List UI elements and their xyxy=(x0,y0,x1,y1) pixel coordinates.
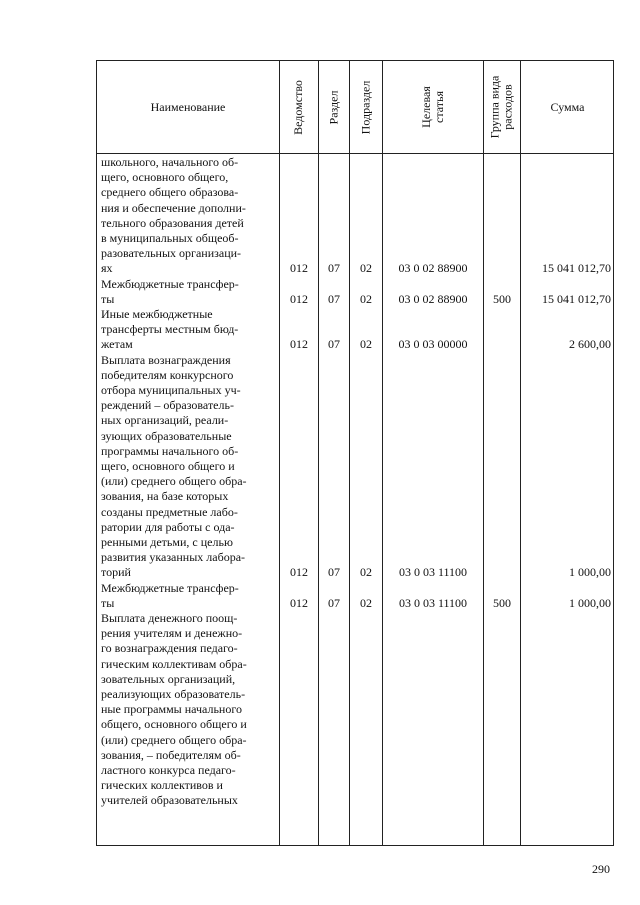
row-name-line: гическим коллективам обра- xyxy=(101,656,247,671)
row-name-line: ренными детьми, с целью xyxy=(101,535,233,550)
row-razdel: 07 xyxy=(328,291,340,306)
header-gruppa-line2: расходов xyxy=(500,84,515,130)
row-vedomstvo: 012 xyxy=(290,291,308,306)
row-name-line: Межбюджетные трансфер- xyxy=(101,580,239,595)
row-name-line: в муниципальных общеоб- xyxy=(101,231,239,246)
row-name xyxy=(101,155,275,277)
row-summa: 15 041 012,70 xyxy=(542,261,611,276)
row-vedomstvo: 012 xyxy=(290,337,308,352)
row-name-line: общего, основного общего и xyxy=(101,717,247,732)
row-name-line: программы начального об- xyxy=(101,443,239,458)
budget-table xyxy=(96,60,614,846)
header-celevaya-text xyxy=(419,86,445,128)
row-name xyxy=(101,307,275,353)
row-razdel: 07 xyxy=(328,595,340,610)
row-name-line: зующих образовательные xyxy=(101,428,232,443)
header-razdel xyxy=(318,61,349,153)
row-name-line: ные программы начального xyxy=(101,702,242,717)
header-summa-text: Сумма xyxy=(550,99,585,114)
header-celevaya-line2: статья xyxy=(431,91,446,123)
row-name-line: разовательных организаци- xyxy=(101,246,242,261)
col-divider xyxy=(483,61,484,845)
row-name-line: развития указанных лабора- xyxy=(101,550,246,565)
row-name-line: (или) среднего общего обра- xyxy=(101,474,247,489)
header-podrazdel xyxy=(349,61,382,153)
row-name-line: реждений – образователь- xyxy=(101,398,234,413)
row-name-line: ния и обеспечение дополни- xyxy=(101,200,246,215)
header-razdel-text: Раздел xyxy=(326,90,341,124)
row-name-line: щего, основного общего, xyxy=(101,170,229,185)
row-name xyxy=(101,581,275,611)
row-name-line: Выплата вознаграждения xyxy=(101,352,231,367)
row-podrazdel: 02 xyxy=(360,337,372,352)
row-celevaya: 03 0 02 88900 xyxy=(398,291,468,306)
row-summa: 1 000,00 xyxy=(569,565,611,580)
row-name xyxy=(101,277,275,307)
row-razdel: 07 xyxy=(328,337,340,352)
header-name-text: Наименование xyxy=(150,99,226,114)
row-name-line: гических коллективов и xyxy=(101,778,223,793)
row-podrazdel: 02 xyxy=(360,291,372,306)
row-name-line: торий xyxy=(101,565,131,580)
col-divider xyxy=(382,61,383,845)
row-name xyxy=(101,611,275,809)
header-vedomstvo xyxy=(279,61,318,153)
header-podrazdel-text: Подраздел xyxy=(358,80,373,134)
row-name-line: (или) среднего общего обра- xyxy=(101,732,247,747)
header-name xyxy=(97,61,279,153)
row-name-line: ты xyxy=(101,595,115,610)
header-celevaya xyxy=(382,61,483,153)
row-name-line: зования, на базе которых xyxy=(101,489,229,504)
row-celevaya: 03 0 03 00000 xyxy=(398,337,468,352)
col-divider xyxy=(349,61,350,845)
row-razdel: 07 xyxy=(328,565,340,580)
row-name-line: реализующих образователь- xyxy=(101,687,246,702)
row-name-line: зовательных организаций, xyxy=(101,671,236,686)
row-name-line: го вознаграждения педаго- xyxy=(101,641,238,656)
row-name-line: Выплата денежного поощ- xyxy=(101,611,238,625)
row-name-line: рения учителям и денежно- xyxy=(101,626,243,641)
row-gruppa: 500 xyxy=(493,595,511,610)
row-podrazdel: 02 xyxy=(360,595,372,610)
row-summa: 1 000,00 xyxy=(569,595,611,610)
row-name-line: созданы предметные лабо- xyxy=(101,504,238,519)
row-summa: 2 600,00 xyxy=(569,337,611,352)
header-vedomstvo-text: Ведомство xyxy=(291,79,306,135)
row-razdel: 07 xyxy=(328,261,340,276)
row-vedomstvo: 012 xyxy=(290,261,308,276)
header-gruppa-text xyxy=(489,76,515,139)
row-celevaya: 03 0 03 11100 xyxy=(398,565,468,580)
row-podrazdel: 02 xyxy=(360,565,372,580)
row-name-line: среднего общего образова- xyxy=(101,185,239,200)
row-name-line: учителей образовательных xyxy=(101,793,238,808)
col-divider xyxy=(318,61,319,845)
row-name-line: отбора муниципальных уч- xyxy=(101,383,241,397)
header-celevaya-line1: Целевая xyxy=(418,86,433,128)
row-celevaya: 03 0 02 88900 xyxy=(398,261,468,276)
row-name-line: ях xyxy=(101,261,113,276)
row-name-line: Иные межбюджетные xyxy=(101,307,213,321)
row-name xyxy=(101,353,275,581)
col-divider xyxy=(520,61,521,845)
header-gruppa-line1: Группа вида xyxy=(487,75,502,139)
row-name-line: ты xyxy=(101,291,115,306)
header-divider xyxy=(97,153,613,154)
row-name-line: жетам xyxy=(101,337,133,352)
row-summa: 15 041 012,70 xyxy=(542,291,611,306)
row-gruppa: 500 xyxy=(493,291,511,306)
row-name-line: щего, основного общего и xyxy=(101,459,235,474)
row-name-line: ратории для работы с ода- xyxy=(101,519,235,534)
row-name-line: трансферты местным бюд- xyxy=(101,322,239,337)
row-celevaya: 03 0 03 11100 xyxy=(398,595,468,610)
page-number: 290 xyxy=(592,862,610,876)
row-podrazdel: 02 xyxy=(360,261,372,276)
header-summa xyxy=(520,61,615,153)
col-divider xyxy=(279,61,280,845)
row-name-line: ных организаций, реали- xyxy=(101,413,229,428)
row-name-line: тельного образования детей xyxy=(101,215,244,230)
row-vedomstvo: 012 xyxy=(290,595,308,610)
row-name-line: победителям конкурсного xyxy=(101,367,234,382)
header-gruppa xyxy=(483,61,520,153)
row-vedomstvo: 012 xyxy=(290,565,308,580)
row-name-line: зования, – победителям об- xyxy=(101,747,241,762)
row-name-line: Межбюджетные трансфер- xyxy=(101,276,239,291)
row-name-line: ластного конкурса педаго- xyxy=(101,763,236,778)
row-name-line: школьного, начального об- xyxy=(101,155,239,169)
